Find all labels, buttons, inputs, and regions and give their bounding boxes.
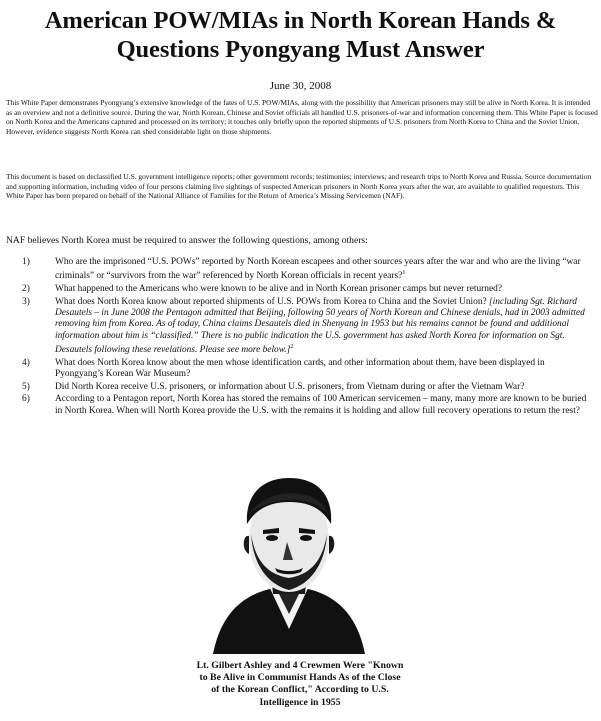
photo-caption (130, 660, 470, 709)
question-number: 1) (22, 257, 30, 267)
question-text: Did North Korea receive U.S. prisoners, or information about U.S. prisoners, from Vietnam during or after the Vietnam War? (55, 381, 525, 392)
question-item (22, 297, 592, 356)
caption-line: Lt. Gilbert Ashley and 4 Crewmen Were "Known (196, 660, 404, 671)
caption-line: to Be Alive in Communist Hands As of the Close (199, 672, 401, 684)
question-number: 5) (22, 381, 30, 392)
question-text: What does North Korea know about the men whose identification cards, and other information about them, have been displayed in Pyongyang’s Korean War Museum? (55, 357, 545, 379)
sources-paragraph: This document is based on declassified U.S. government intelligence reports; other government records; testimonies; interviews; and research trips to North Korea and Russia. Source documentation and supporting information, including video of four persons claiming live sightings of suspected American prisoners in North Korea years after the war, are available to qualified requestors. This White Paper has been prepared on behalf of the National Alliance of Families for the Return of America’s Missing Servicemen (NAF). (6, 172, 592, 201)
question-item (22, 358, 592, 380)
question-number: 4) (22, 357, 30, 368)
title-line-1: American POW/MIAs in North Korean Hands & (44, 7, 557, 34)
document-title (0, 6, 601, 64)
question-text: Who are the imprisoned “U.S. POWs” reported by North Korean escapees and other sources years after the war and who are the living “war criminals” or “survivors from the war” referenced by North Korean officials in recent years?$^1$ (55, 257, 581, 282)
footnote-ref: 2 (290, 343, 294, 350)
question-number: 6) (22, 394, 30, 405)
question-item (22, 394, 592, 416)
portrait-image (183, 454, 395, 654)
question-item (22, 284, 592, 295)
portrait-photo (183, 454, 395, 654)
question-number: 3) (22, 296, 30, 307)
question-text: What happened to the Americans who were known to be alive and in North Korean prisoner camps but never returned? (55, 284, 502, 295)
desautels-note: [including Sgt. Richard Desautels – in June 2008 the Pentagon admitted that Beijing, following 50 years of North Korean and Chinese denials, had in 2003 admitted removing him from Korea. As of today, China claims Desautels died in Shenyang in 1953 but his remains cannot be found and additional information about him is “classified.” There is no public indication the U.S. government has asked North Korea for information on Sgt. Desautels following these revelations. Please see more below.] (55, 296, 585, 355)
question-text: According to a Pentagon report, North Korea has stored the remains of 100 American servicemen – many, many more are known to be buried in North Korea. When will North Korea provide the U.S. with the remains it is holding and allow full recovery operations to return the rest? (55, 394, 587, 416)
questions-lead: NAF believes North Korea must be required to answer the following questions, among others: (6, 235, 368, 246)
questions-list (22, 257, 592, 418)
caption-line: of the Korean Conflict," According to U.S. (211, 684, 389, 696)
question-text: What does North Korea know about reported shipments of U.S. POWs from Korea to China and the Soviet Union? [including Sgt. Richard Desautels – in June 2008 the Pentagon admitted that Beijing, following 50 years of North Korean and Chinese denials, had in 2003 admitted removing him from Korea. As of today, China claims Desautels died in Shenyang in 1953 but his remains cannot be found and additional information about him is “classified.” There is no public indication the U.S. government has asked North Korea for information on Sgt. Desautels following these revelations. Please see more below.]$^2$ (55, 296, 585, 355)
document-date: June 30, 2008 (269, 80, 332, 92)
caption-line: Intelligence in 1955 (259, 696, 341, 708)
question-number: 2) (22, 284, 30, 295)
intro-paragraph: This White Paper demonstrates Pyongyang’s extensive knowledge of the fates of U.S. POW/MIAs, along with the possibility that American prisoners may still be alive in North Korea. It is intended as an overview and not a definitive source. During the war, North Korean, Chinese and Soviet officials all handled U.S. prisoners-of-war and information concerning them. This White Paper is focused on North Korea and the Americans captured and processed on its territory; it touches only briefly upon the reported shipments of U.S. prisoners from North Korea to China and the Soviet Union. However, evidence suggests North Korea can shed considerable light on those shipments. (6, 98, 598, 136)
question-item (22, 257, 592, 283)
title-line-2: Questions Pyongyang Must Answer (116, 36, 485, 63)
question-item (22, 382, 592, 393)
footnote-ref: 1 (402, 270, 406, 277)
